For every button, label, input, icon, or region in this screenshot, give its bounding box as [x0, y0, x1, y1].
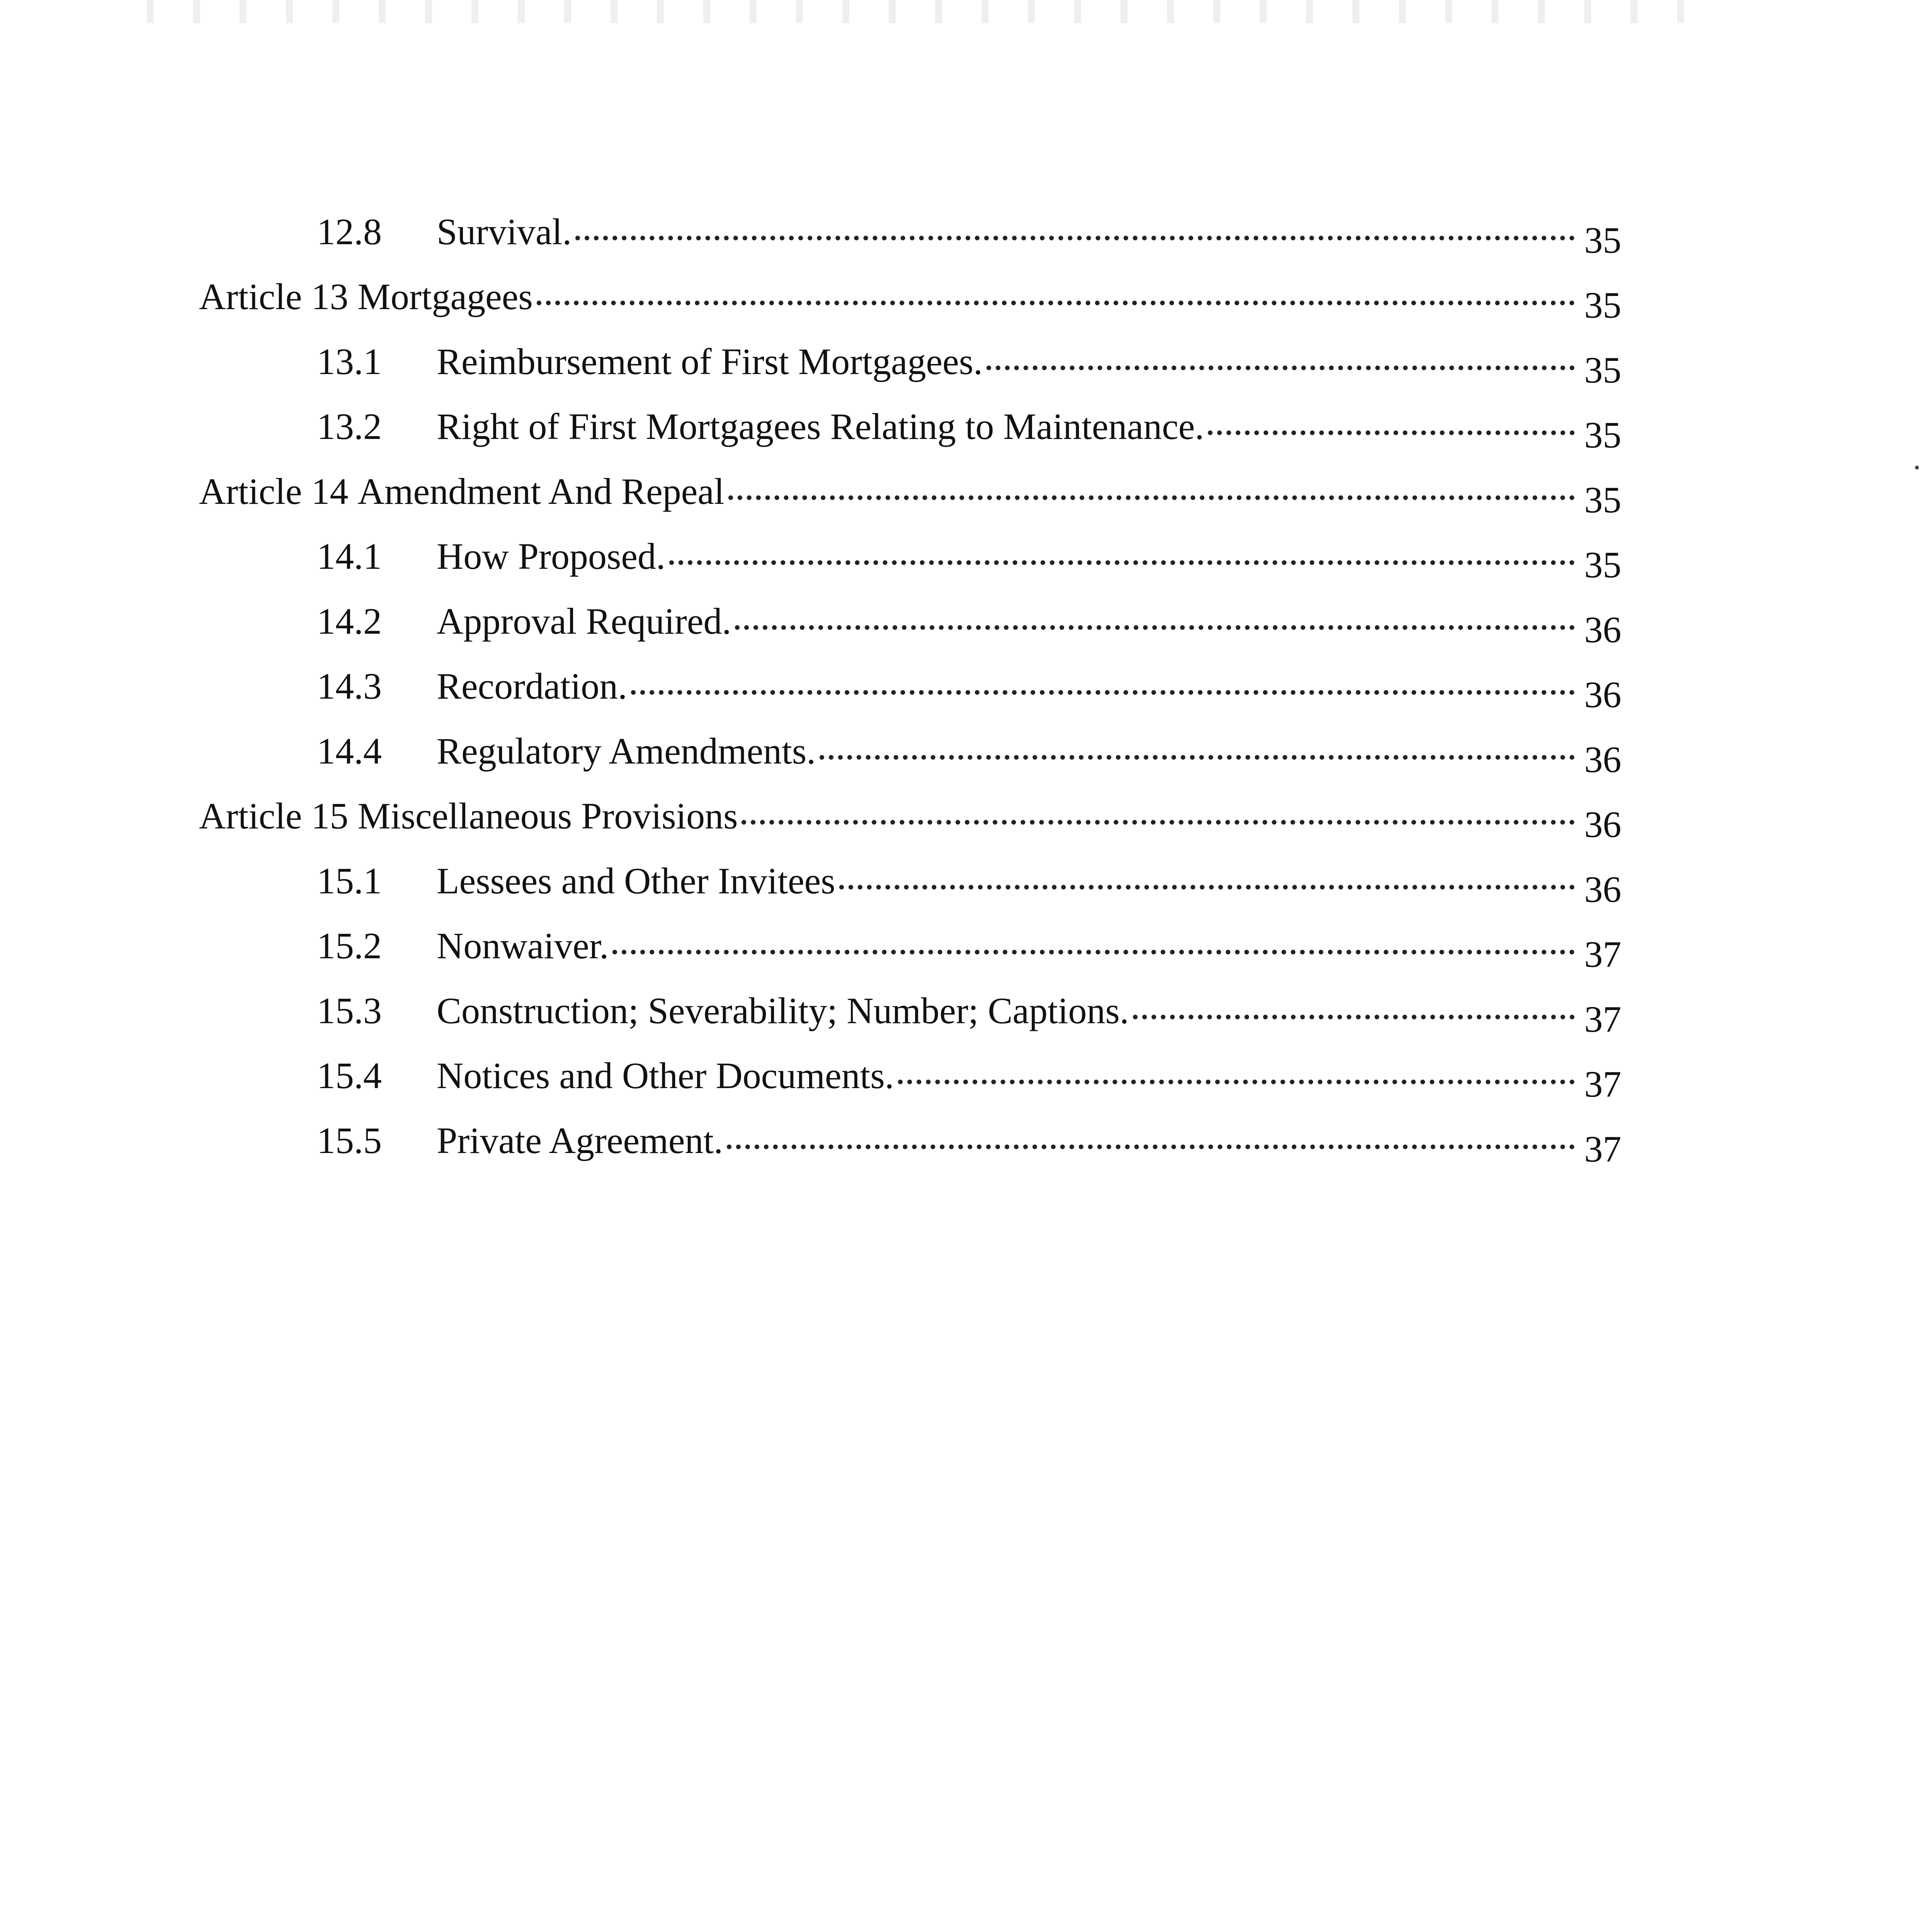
dot-leader — [742, 820, 1575, 825]
article-title: Miscellaneous Provisions — [357, 795, 738, 837]
page-number: 35 — [1584, 219, 1621, 261]
article-title: Mortgagees — [357, 276, 533, 317]
toc-entry-15-4[interactable] — [0, 1054, 1712, 1119]
section-number: 13.1 — [317, 341, 382, 382]
section-title: Notices and Other Documents. — [437, 1055, 894, 1096]
table-of-contents — [0, 211, 1932, 1184]
toc-entry-14-4[interactable] — [0, 730, 1712, 795]
dot-leader — [735, 625, 1575, 630]
section-title: Lessees and Other Invitees — [437, 860, 835, 901]
dot-leader — [537, 301, 1575, 305]
section-number: 14.4 — [317, 730, 382, 772]
section-number: 15.3 — [317, 990, 382, 1031]
toc-entry-article-15[interactable] — [0, 795, 1712, 860]
section-number: 14.3 — [317, 665, 382, 707]
toc-entry-lead — [317, 535, 1578, 578]
section-number: 15.5 — [317, 1120, 382, 1161]
section-number: 15.2 — [317, 925, 382, 966]
toc-entry-lead — [317, 600, 1578, 643]
page-number: 35 — [1584, 349, 1621, 391]
page-number: 37 — [1584, 1128, 1621, 1170]
scan-noise — [147, 0, 1692, 23]
section-title: How Proposed. — [437, 536, 665, 577]
dot-leader — [820, 755, 1575, 760]
dot-leader — [669, 560, 1575, 565]
page-number: 35 — [1584, 479, 1621, 520]
section-number: 15.1 — [317, 860, 382, 901]
dot-leader — [612, 950, 1575, 954]
section-title: Survival. — [437, 211, 572, 252]
page-number: 36 — [1584, 804, 1621, 845]
page-number: 35 — [1584, 414, 1621, 456]
page-number: 36 — [1584, 739, 1621, 780]
toc-entry-14-1[interactable] — [0, 535, 1712, 600]
section-number: 13.2 — [317, 406, 382, 447]
dot-leader — [575, 236, 1575, 240]
article-number: Article 13 — [199, 276, 349, 317]
toc-entry-lead — [317, 730, 1578, 772]
toc-entry-lead — [317, 925, 1578, 967]
toc-entry-lead — [317, 1054, 1578, 1097]
section-number: 15.4 — [317, 1055, 382, 1096]
dot-leader — [728, 495, 1575, 500]
toc-entry-lead — [317, 665, 1578, 707]
toc-entry-14-3[interactable] — [0, 665, 1712, 730]
toc-entry-15-5[interactable] — [0, 1119, 1712, 1184]
toc-entry-article-13[interactable] — [0, 276, 1712, 340]
section-number: 14.1 — [317, 536, 382, 577]
toc-entry-article-14[interactable] — [0, 470, 1712, 535]
toc-entry-lead — [317, 990, 1578, 1032]
dot-leader — [727, 1145, 1575, 1149]
section-title: Approval Required. — [437, 600, 731, 642]
section-title: Private Agreement. — [437, 1120, 723, 1161]
dot-leader — [986, 366, 1575, 370]
toc-entry-lead — [317, 340, 1578, 383]
toc-entry-lead — [317, 1119, 1578, 1162]
toc-entry-15-1[interactable] — [0, 860, 1712, 925]
toc-entry-13-2[interactable] — [0, 405, 1712, 470]
dot-leader — [898, 1080, 1575, 1084]
article-number: Article 15 — [199, 795, 349, 837]
section-title: Construction; Severability; Number; Captions. — [437, 990, 1129, 1031]
toc-entry-lead — [199, 276, 1578, 318]
toc-entry-lead — [317, 405, 1578, 448]
page-number: 37 — [1584, 934, 1621, 975]
dot-leader — [839, 885, 1575, 889]
toc-entry-14-2[interactable] — [0, 600, 1712, 665]
article-number: Article 14 — [199, 471, 349, 512]
dot-leader — [1208, 430, 1575, 435]
page-number: 37 — [1584, 998, 1621, 1040]
section-title: Nonwaiver. — [437, 925, 609, 966]
dot-leader — [631, 690, 1575, 695]
toc-entry-15-2[interactable] — [0, 925, 1712, 990]
toc-entry-13-1[interactable] — [0, 340, 1712, 405]
page-number: 36 — [1584, 609, 1621, 650]
dot-leader — [1133, 1015, 1575, 1019]
section-title: Reimbursement of First Mortgagees. — [437, 341, 983, 382]
section-title: Right of First Mortgagees Relating to Maintenance. — [437, 406, 1204, 447]
page-number: 35 — [1584, 544, 1621, 585]
toc-entry-lead — [199, 470, 1578, 513]
section-number: 12.8 — [317, 211, 382, 252]
section-title: Regulatory Amendments. — [437, 730, 816, 772]
page-number: 37 — [1584, 1063, 1621, 1105]
toc-entry-12-8[interactable] — [0, 211, 1712, 276]
toc-entry-15-3[interactable] — [0, 990, 1712, 1054]
article-title: Amendment And Repeal — [357, 471, 724, 512]
scan-speck — [1915, 466, 1919, 469]
section-title: Recordation. — [437, 665, 628, 707]
toc-entry-lead — [199, 795, 1578, 837]
page-number: 35 — [1584, 284, 1621, 326]
section-number: 14.2 — [317, 600, 382, 642]
toc-entry-lead — [317, 211, 1578, 253]
toc-entry-lead — [317, 860, 1578, 902]
page-number: 36 — [1584, 869, 1621, 910]
page-number: 36 — [1584, 674, 1621, 715]
